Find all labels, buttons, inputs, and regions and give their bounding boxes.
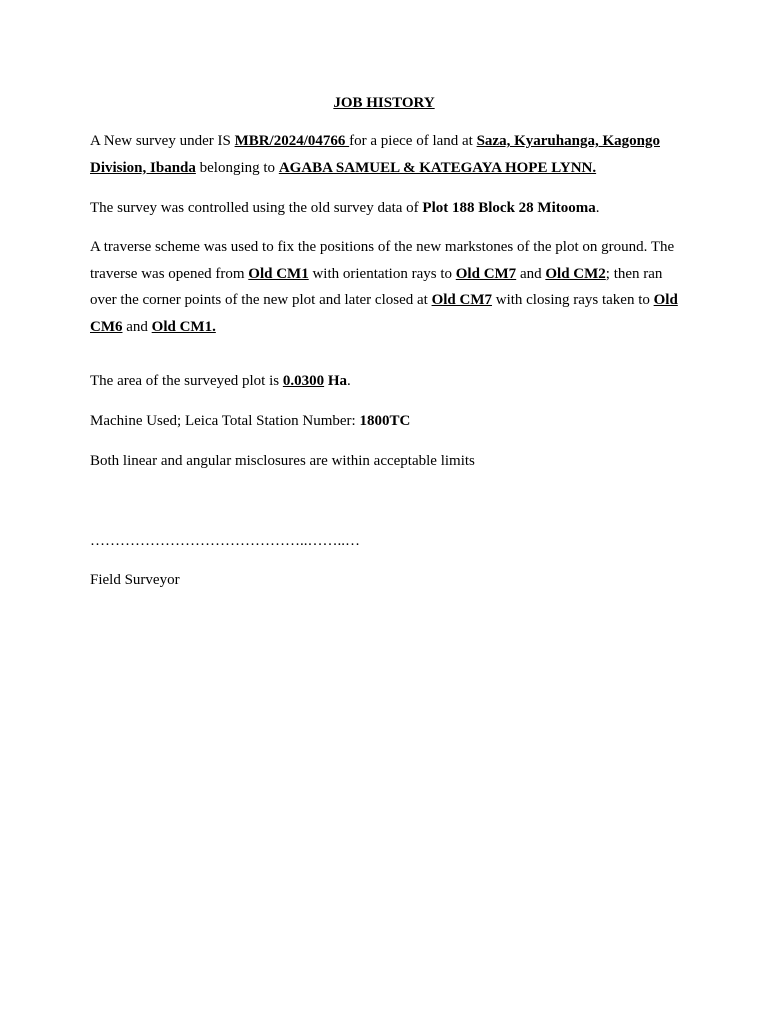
text-segment: for a piece of land at: [349, 133, 477, 149]
survey-intro-paragraph: [90, 128, 680, 181]
machine-number: 1800TC: [359, 413, 411, 429]
machine-paragraph: [90, 408, 680, 435]
signature-line: ……………………………………..……..…: [90, 533, 360, 549]
signature-label: Field Surveyor: [90, 572, 180, 588]
text-segment: and: [516, 265, 546, 282]
closing-station: Old CM7: [431, 292, 492, 308]
plot-area-unit: Ha: [327, 373, 348, 389]
text-segment: and: [122, 318, 152, 335]
control-data-paragraph: [90, 195, 680, 222]
text-segment: belonging to: [195, 159, 279, 176]
page-title: JOB HISTORY: [333, 95, 435, 111]
text-segment: Machine Used; Leica Total Station Number:: [90, 413, 360, 429]
text-segment: with orientation rays to: [308, 265, 456, 282]
orientation-station-2: Old CM2: [545, 265, 606, 282]
text-segment: A New survey under IS: [90, 133, 235, 149]
text-segment: The area of the surveyed plot is: [90, 373, 283, 389]
orientation-station-1: Old CM7: [455, 265, 517, 282]
land-owners: AGABA SAMUEL & KATEGAYA HOPE LYNN.: [278, 159, 597, 176]
misclosure-paragraph: Both linear and angular misclosures are within acceptable limits: [90, 453, 475, 469]
text-segment: with closing rays taken to: [491, 292, 654, 308]
land-location: Saza, Kyaruhanga, Kagongo Division, Ibanda: [90, 133, 660, 176]
text-segment: The survey was controlled using the old survey data of: [90, 200, 423, 216]
opening-station: Old CM1: [248, 265, 309, 282]
control-plot: Plot 188 Block 28 Mitooma: [422, 200, 596, 216]
text-segment: .: [595, 200, 600, 216]
survey-reference-number: MBR/2024/04766: [234, 133, 350, 149]
text-segment: .: [347, 373, 351, 389]
traverse-paragraph: [90, 234, 680, 340]
area-paragraph: [90, 368, 680, 395]
closing-ray-station-2: Old CM1.: [151, 318, 216, 335]
text-segment: ; then ran over the corner points of the new plot and later closed at: [90, 265, 663, 308]
text-segment: A traverse scheme was used to fix the positions of the new markstones of the plot on ground. The traverse was opened from: [90, 239, 675, 282]
plot-area-value: 0.0300: [282, 373, 325, 389]
closing-ray-station-1: Old CM6: [90, 292, 678, 335]
